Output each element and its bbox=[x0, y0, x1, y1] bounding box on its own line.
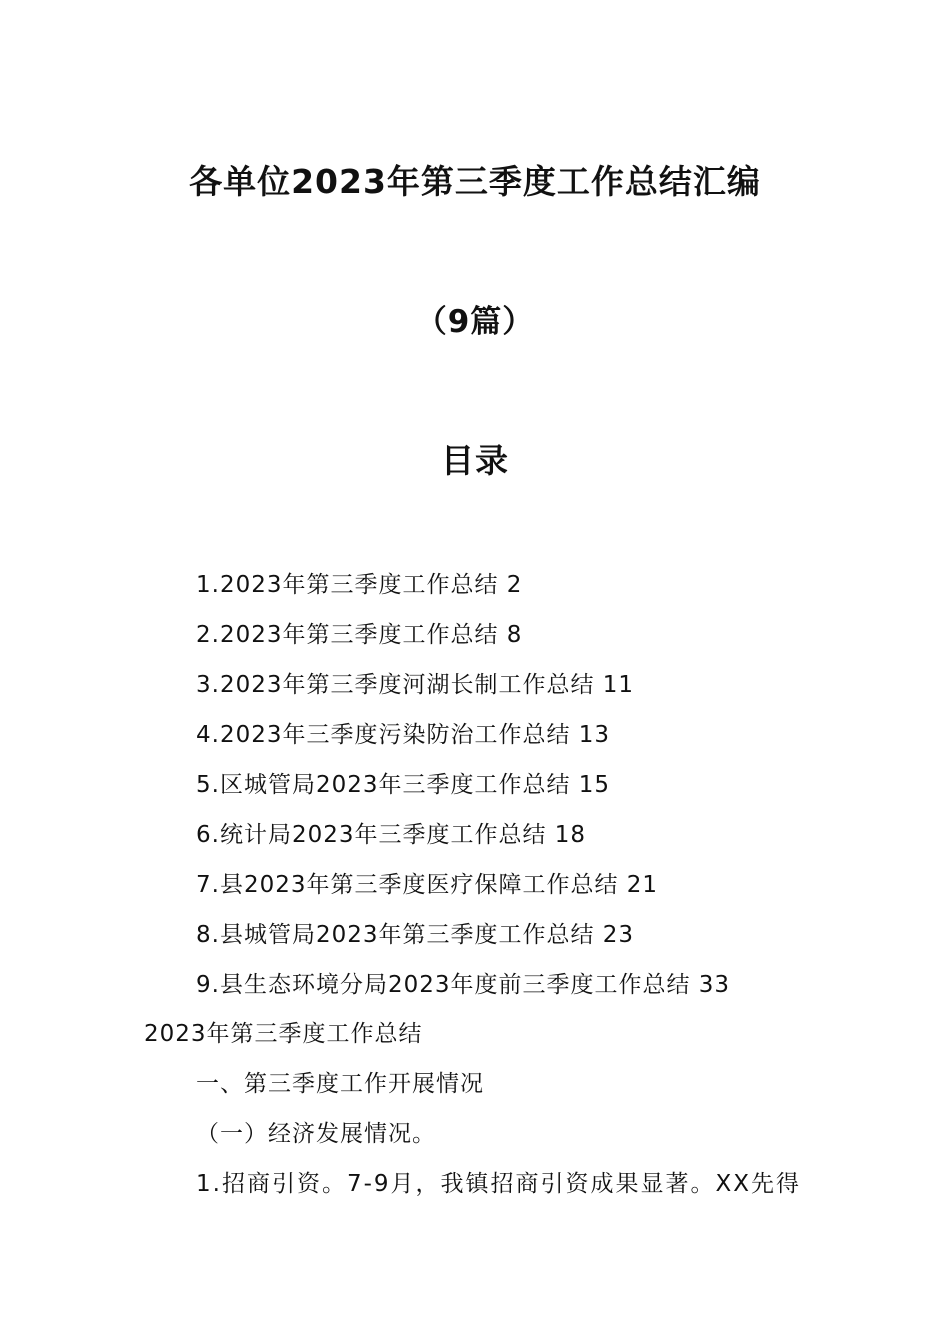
table-of-contents bbox=[196, 568, 730, 1018]
document-title: 各单位2023年第三季度工作总结汇编 bbox=[189, 162, 761, 201]
toc-item: 9.县生态环境分局2023年度前三季度工作总结 33 bbox=[196, 972, 731, 998]
subsection-heading: （一）经济发展情况。 bbox=[196, 1121, 436, 1147]
body-paragraph: 1.招商引资。7-9月，我镇招商引资成果显著。XX先得 bbox=[196, 1171, 802, 1197]
toc-item: 8.县城管局2023年第三季度工作总结 23 bbox=[196, 922, 635, 948]
toc-item: 2.2023年第三季度工作总结 8 bbox=[196, 622, 523, 648]
toc-item: 7.县2023年第三季度医疗保障工作总结 21 bbox=[196, 872, 659, 898]
toc-heading: 目录 bbox=[441, 441, 509, 480]
toc-item: 5.区城管局2023年三季度工作总结 15 bbox=[196, 772, 611, 798]
toc-item: 4.2023年三季度污染防治工作总结 13 bbox=[196, 722, 611, 748]
section-heading: 一、第三季度工作开展情况 bbox=[196, 1071, 484, 1097]
toc-item: 6.统计局2023年三季度工作总结 18 bbox=[196, 822, 587, 848]
document-count: （9篇） bbox=[415, 304, 535, 340]
toc-item: 1.2023年第三季度工作总结 2 bbox=[196, 572, 523, 598]
section-title: 2023年第三季度工作总结 bbox=[144, 1021, 423, 1047]
toc-item: 3.2023年第三季度河湖长制工作总结 11 bbox=[196, 672, 635, 698]
